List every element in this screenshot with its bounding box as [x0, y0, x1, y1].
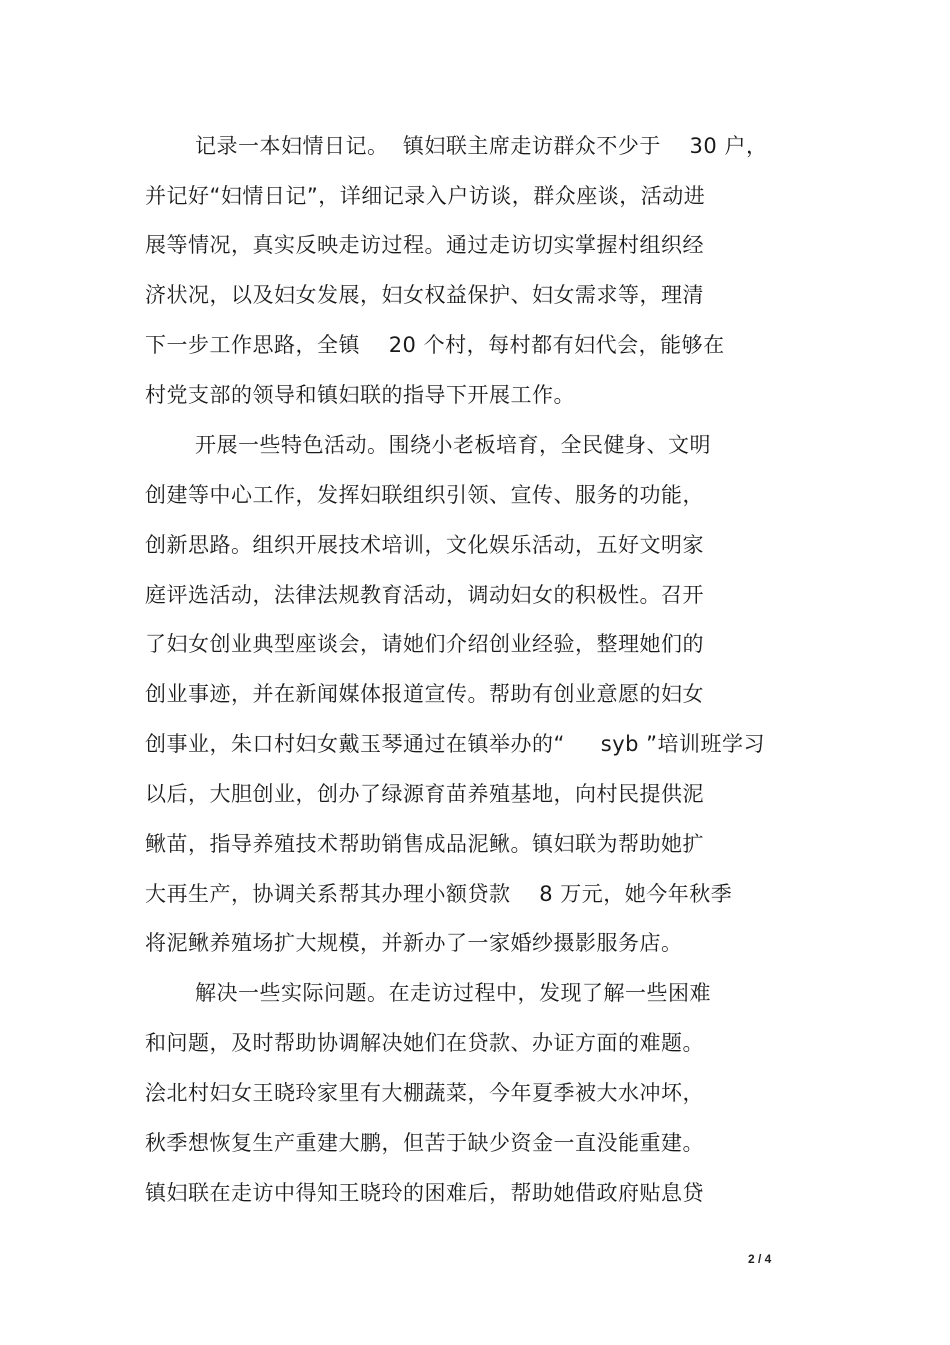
text-line: 秋季想恢复生产重建大鹏，但苦于缺少资金一直没能重建。: [145, 1131, 704, 1155]
text-line: 大再生产，协调关系帮其办理小额贷款 8 万元，她今年秋季: [145, 882, 733, 906]
page-number: 2 / 4: [748, 1252, 772, 1266]
text-line: 并记好“妇情日记”，详细记录入户访谈，群众座谈，活动进: [145, 184, 706, 208]
text-line: 和问题，及时帮助协调解决她们在贷款、办证方面的难题。: [145, 1031, 704, 1055]
text-line: 将泥鳅养殖场扩大规模，并新办了一家婚纱摄影服务店。: [145, 931, 683, 955]
text-line: 创建等中心工作，发挥妇联组织引领、宣传、服务的功能，: [145, 483, 704, 507]
text-line: 下一步工作思路，全镇 20 个村，每村都有妇代会，能够在: [145, 333, 725, 357]
text-line: 庭评选活动，法律法规教育活动，调动妇女的积极性。召开: [145, 583, 704, 607]
text-line: 创业事迹，并在新闻媒体报道宣传。帮助有创业意愿的妇女: [145, 682, 704, 706]
text-line: 鳅苗，指导养殖技术帮助销售成品泥鳅。镇妇联为帮助她扩: [145, 832, 704, 856]
text-line: 济状况，以及妇女发展，妇女权益保护、妇女需求等，理清: [145, 283, 704, 307]
text-line: 村党支部的领导和镇妇联的指导下开展工作。: [145, 383, 575, 407]
text-line: 记录一本妇情日记。 镇妇联主席走访群众不少于 30 户，: [195, 134, 768, 158]
text-line: 了妇女创业典型座谈会，请她们介绍创业经验，整理她们的: [145, 632, 704, 656]
text-line: 镇妇联在走访中得知王晓玲的困难后，帮助她借政府贴息贷: [145, 1181, 704, 1205]
text-line: 以后，大胆创业，创办了绿源育苗养殖基地，向村民提供泥: [145, 782, 704, 806]
text-line: 解决一些实际问题。在走访过程中，发现了解一些困难: [195, 981, 711, 1005]
text-line: 创新思路。组织开展技术培训，文化娱乐活动，五好文明家: [145, 533, 704, 557]
text-line: 创事业，朱口村妇女戴玉琴通过在镇举办的“ syb ”培训班学习: [145, 732, 766, 756]
text-line: 浍北村妇女王晓玲家里有大棚蔬菜，今年夏季被大水冲坏，: [145, 1081, 704, 1105]
text-line: 展等情况，真实反映走访过程。通过走访切实掌握村组织经: [145, 233, 704, 257]
text-line: 开展一些特色活动。围绕小老板培育，全民健身、文明: [195, 433, 711, 457]
